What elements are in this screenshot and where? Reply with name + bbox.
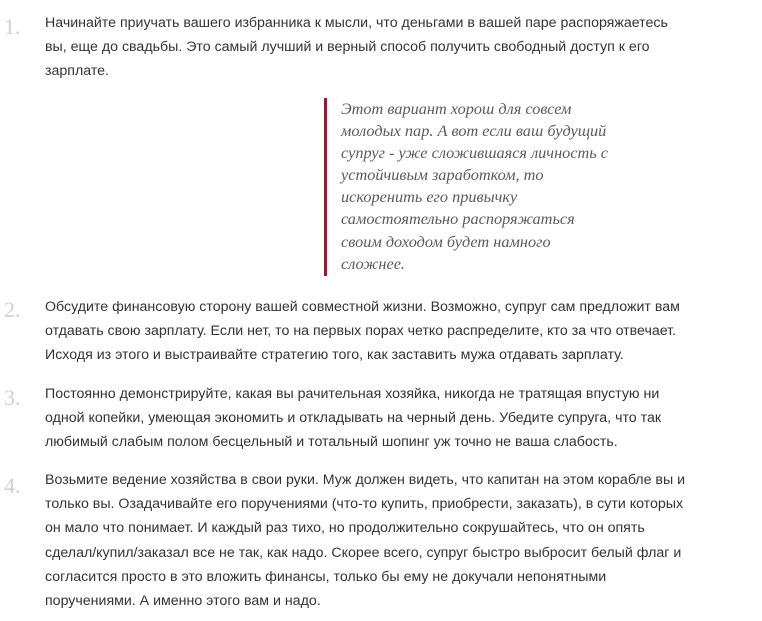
list-item-4-text bbox=[45, 468, 750, 613]
text-line: любимый слабым полом бесцельный и тотальный шопинг уж точно не ваша слабость. bbox=[45, 434, 618, 451]
quote-line: супруг - уже сложившаяся личность с bbox=[341, 143, 608, 163]
list-item-3-text bbox=[45, 382, 750, 455]
pull-quote-text bbox=[341, 98, 654, 275]
pull-quote bbox=[324, 98, 654, 276]
item-number-1: 1. bbox=[4, 14, 21, 39]
item-number-2: 2. bbox=[4, 297, 21, 322]
quote-line: сложнее. bbox=[341, 253, 406, 273]
text-line: Возьмите ведение хозяйства в свои руки. Муж должен видеть, что капитан на этом корабле вы и bbox=[45, 472, 686, 488]
text-line: вы, еще до свадьбы. Это самый лучший и верный способ получить свободный доступ к его bbox=[45, 39, 650, 56]
quote-line: искоренить его привычку bbox=[341, 187, 518, 207]
text-line: Исходя из этого и выстраивайте стратегию того, как заставить мужа отдавать зарплату. bbox=[45, 347, 624, 364]
text-line: только вы. Озадачивайте его поручениями (что-то купить, приобрести, заказать), в сути которых bbox=[45, 496, 684, 513]
text-line: он мало что понимает. И каждый раз тихо, но продолжительно сокрушайтесь, что он опять bbox=[45, 520, 645, 537]
text-line: Обсудите финансовую сторону вашей совместной жизни. Возможно, супруг сам предложит вам bbox=[45, 299, 680, 315]
quote-line: своим доходом будет намного bbox=[341, 231, 551, 251]
list-item-1-text bbox=[45, 11, 750, 84]
text-line: согласится просто в это вложить финансы, только бы ему не докучали непонятными bbox=[45, 568, 607, 585]
item-number-3: 3. bbox=[4, 385, 21, 410]
text-line: отдавать свою зарплату. Если нет, то на первых порах четко распределите, кто за что отвечает. bbox=[45, 323, 677, 340]
text-line: сделал/купил/заказал все не так, как надо. Скорее всего, супруг быстро выбросит белый флаг и bbox=[45, 544, 682, 561]
quote-line: устойчивым заработком, то bbox=[341, 165, 544, 185]
item-number-4: 4. bbox=[4, 473, 21, 498]
text-line: поручениями. А именно этого вам и надо. bbox=[45, 593, 321, 610]
quote-line: Этот вариант хорош для совсем bbox=[341, 99, 572, 118]
text-line: зарплате. bbox=[45, 63, 109, 80]
quote-line: самостоятельно распоряжаться bbox=[341, 209, 575, 229]
quote-line: молодых пар. А вот если ваш будущий bbox=[341, 121, 607, 141]
list-item-2-text bbox=[45, 295, 750, 368]
text-line: Начинайте приучать вашего избранника к мысли, что деньгами в вашей паре распоряжаетесь bbox=[45, 15, 668, 31]
text-line: одной копейки, умеющая экономить и откладывать на черный день. Убедите супруга, что так bbox=[45, 410, 662, 427]
text-line: Постоянно демонстрируйте, какая вы рачительная хозяйка, никогда не тратящая впустую ни bbox=[45, 386, 660, 402]
